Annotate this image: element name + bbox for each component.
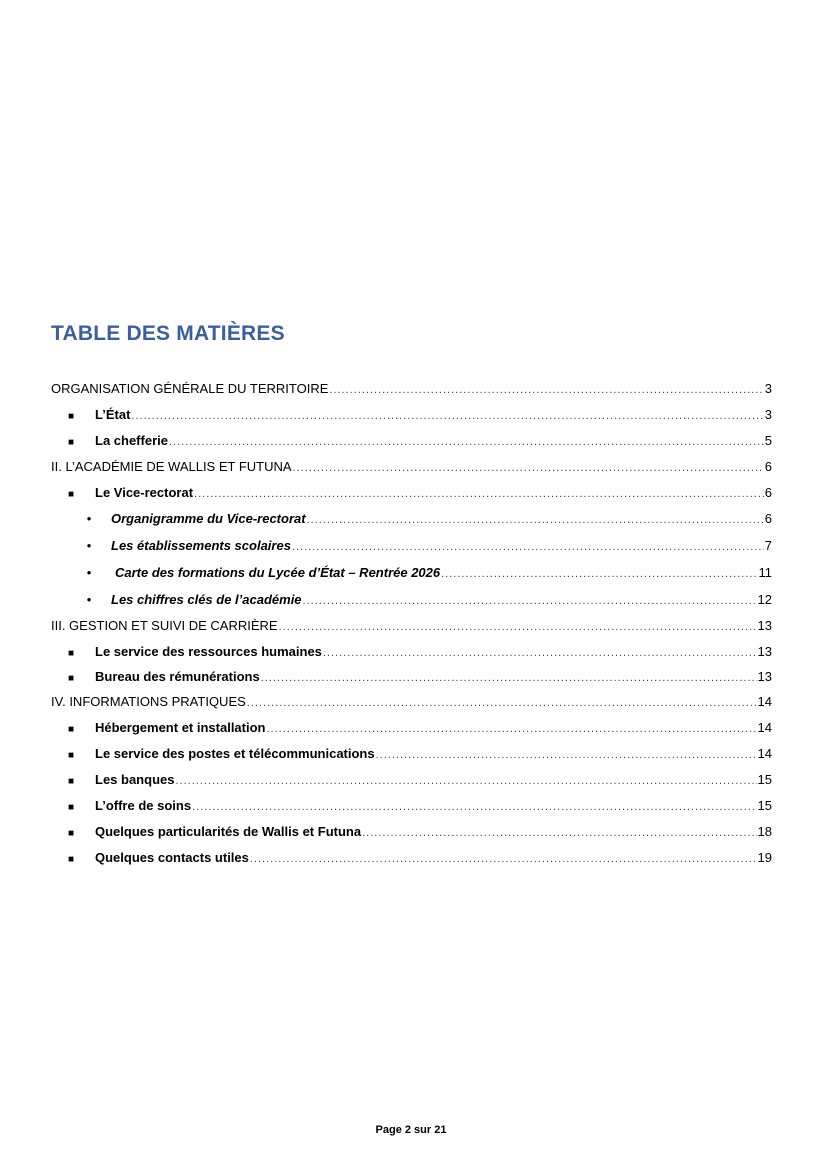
square-bullet-icon: ■	[67, 854, 75, 865]
toc-entry-page: 3	[764, 407, 772, 422]
toc-entry-label: L’offre de soins	[95, 798, 192, 813]
toc-entry-label: Quelques contacts utiles	[95, 850, 249, 865]
toc-entry-page: 6	[764, 485, 772, 500]
toc-entry-label: L’État	[95, 407, 131, 422]
toc-entry-organigramme[interactable]	[51, 510, 772, 528]
toc-entry-label: Les établissements scolaires	[111, 538, 291, 553]
toc-entry-hebergement[interactable]	[51, 719, 772, 737]
toc-entry-page: 15	[757, 772, 772, 787]
toc-entry-chiffres-cles[interactable]	[51, 591, 772, 609]
toc-entry-l-etat[interactable]	[51, 406, 772, 424]
dot-leader	[329, 381, 763, 399]
toc-entry-page: 3	[764, 381, 772, 396]
toc-entry-remunerations[interactable]	[51, 668, 772, 686]
toc-entry-label: Les chiffres clés de l’académie	[111, 592, 302, 607]
toc-entry-la-chefferie[interactable]	[51, 432, 772, 450]
toc-title: TABLE DES MATIÈRES	[51, 322, 285, 345]
round-bullet-icon: •	[86, 565, 92, 580]
square-bullet-icon: ■	[67, 828, 75, 839]
square-bullet-icon: ■	[67, 489, 75, 500]
dot-leader	[307, 511, 764, 529]
toc-entry-label: Le service des postes et télécommunications	[95, 746, 375, 761]
round-bullet-icon: •	[86, 592, 92, 607]
toc-entry-gestion-carriere[interactable]	[51, 617, 772, 635]
toc-entry-page: 14	[757, 746, 772, 761]
toc-entry-particularites[interactable]	[51, 823, 772, 841]
toc-entry-page: 11	[758, 565, 772, 580]
toc-entry-page: 18	[757, 824, 772, 839]
toc-entry-label: Le service des ressources humaines	[95, 644, 322, 659]
dot-leader	[323, 644, 757, 662]
dot-leader	[175, 772, 756, 790]
dot-leader	[266, 720, 756, 738]
square-bullet-icon: ■	[67, 802, 75, 813]
dot-leader	[261, 669, 757, 687]
dot-leader	[131, 407, 763, 425]
square-bullet-icon: ■	[67, 750, 75, 761]
toc-entry-label: III. GESTION ET SUIVI DE CARRIÈRE	[51, 618, 278, 633]
toc-entry-page: 14	[757, 720, 772, 735]
toc-entry-academie[interactable]	[51, 458, 772, 476]
dot-leader	[376, 746, 757, 764]
toc-entry-page: 6	[764, 459, 772, 474]
toc-entry-label: Hébergement et installation	[95, 720, 266, 735]
dot-leader	[292, 538, 764, 556]
square-bullet-icon: ■	[67, 724, 75, 735]
toc-entry-page: 15	[757, 798, 772, 813]
square-bullet-icon: ■	[67, 411, 75, 422]
dot-leader	[362, 824, 756, 842]
toc-entry-label: Quelques particularités de Wallis et Futuna	[95, 824, 362, 839]
round-bullet-icon: •	[86, 511, 92, 526]
toc-entry-label: IV. INFORMATIONS PRATIQUES	[51, 694, 246, 709]
round-bullet-icon: •	[86, 538, 92, 553]
dot-leader	[247, 694, 757, 712]
toc-entry-carte-formations[interactable]	[51, 564, 772, 582]
dot-leader	[194, 485, 764, 503]
toc-entry-page: 13	[757, 669, 772, 684]
toc-entry-label: Les banques	[95, 772, 175, 787]
toc-entry-organisation-generale[interactable]	[51, 380, 772, 398]
toc-entry-contacts-utiles[interactable]	[51, 849, 772, 867]
toc-entry-page: 13	[757, 618, 772, 633]
toc-entry-vice-rectorat[interactable]	[51, 484, 772, 502]
toc-entry-page: 12	[757, 592, 772, 607]
toc-entry-label: Le Vice-rectorat	[95, 485, 194, 500]
square-bullet-icon: ■	[67, 437, 75, 448]
toc-entry-ressources-humaines[interactable]	[51, 643, 772, 661]
toc-entry-page: 19	[757, 850, 772, 865]
dot-leader	[279, 618, 757, 636]
toc-entry-page: 6	[764, 511, 772, 526]
dot-leader	[192, 798, 756, 816]
page-footer: Page 2 sur 21	[375, 1124, 447, 1136]
toc-entry-etablissements[interactable]	[51, 537, 772, 555]
toc-entry-label: La chefferie	[95, 433, 168, 448]
toc-entry-offre-soins[interactable]	[51, 797, 772, 815]
square-bullet-icon: ■	[67, 776, 75, 787]
toc-entry-postes-telecom[interactable]	[51, 745, 772, 763]
toc-entry-page: 14	[757, 694, 772, 709]
dot-leader	[441, 565, 757, 583]
square-bullet-icon: ■	[67, 673, 75, 684]
toc-entry-label: Carte des formations du Lycée d’État – Rentrée 2026	[115, 565, 441, 580]
dot-leader	[293, 459, 764, 477]
dot-leader	[303, 592, 757, 610]
toc-entry-page: 13	[757, 644, 772, 659]
toc-entry-informations-pratiques[interactable]	[51, 693, 772, 711]
dot-leader	[169, 433, 764, 451]
square-bullet-icon: ■	[67, 648, 75, 659]
toc-entry-page: 5	[764, 433, 772, 448]
toc-entry-label: II. L’ACADÉMIE DE WALLIS ET FUTUNA	[51, 459, 292, 474]
toc-entry-banques[interactable]	[51, 771, 772, 789]
toc-entry-page: 7	[764, 538, 772, 553]
toc-entry-label: ORGANISATION GÉNÉRALE DU TERRITOIRE	[51, 381, 329, 396]
dot-leader	[250, 850, 757, 868]
toc-entry-label: Bureau des rémunérations	[95, 669, 260, 684]
toc-entry-label: Organigramme du Vice-rectorat	[111, 511, 306, 526]
